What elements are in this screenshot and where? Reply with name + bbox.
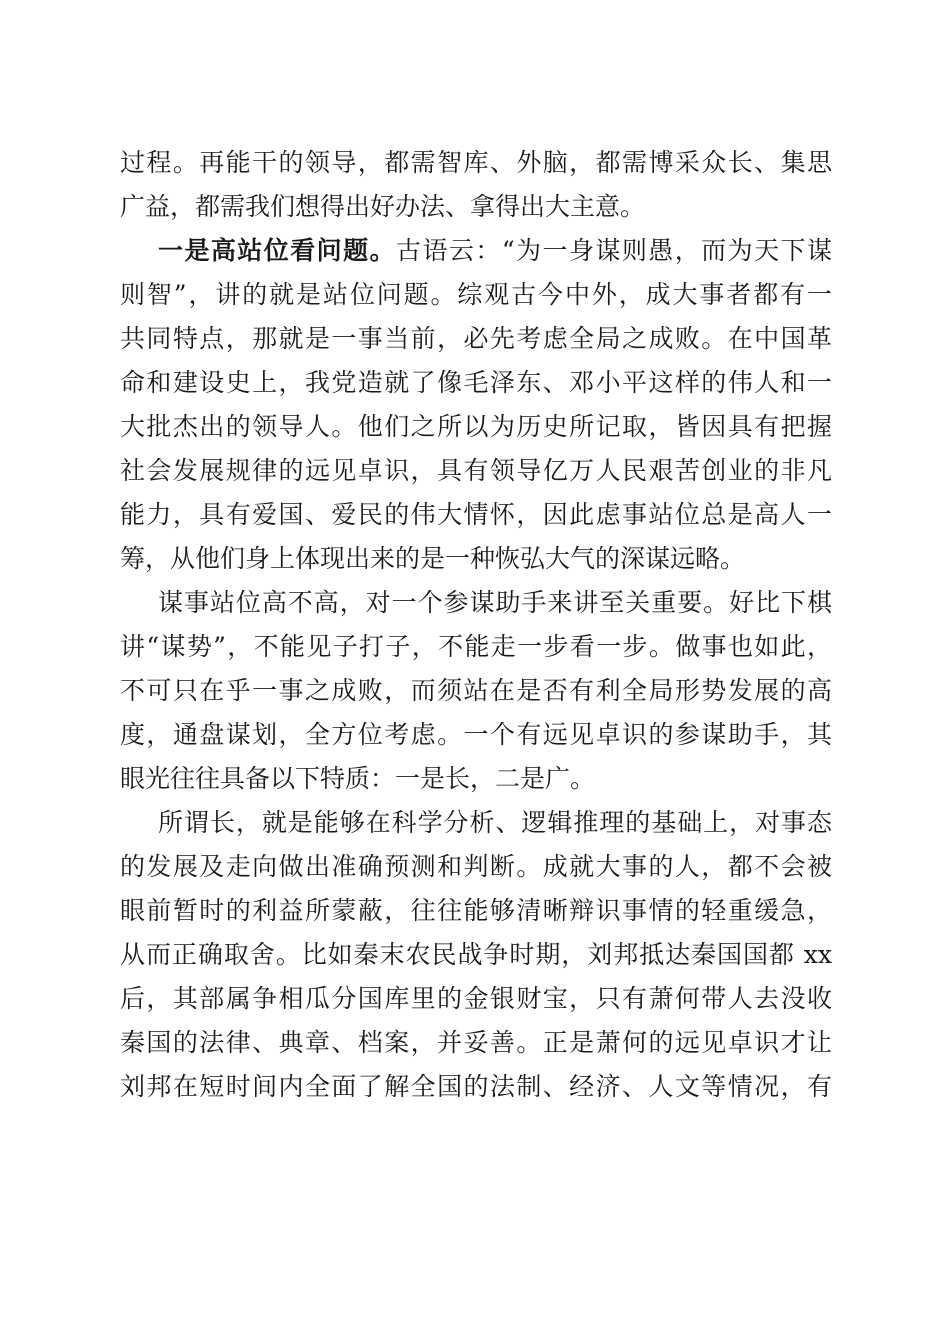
- body-text: [120, 141, 832, 1109]
- text-line: 共同特点，那就是一事当前，必先考虑全局之成败。在中国革: [120, 324, 832, 353]
- text-line: 则智”，讲的就是站位问题。综观古今中外，成大事者都有一: [120, 280, 832, 309]
- paragraph-first-line: [120, 229, 832, 273]
- text-line: 的发展及走向做出准确预测和判断。成就大事的人，都不会被: [120, 852, 832, 881]
- text-line: 从而正确取舍。比如秦末农民战争时期，刘邦抵达秦国国都 xx: [120, 940, 832, 969]
- text-run: 古语云：“为一身谋则愚，而为天下谋: [396, 236, 832, 265]
- text-line: 大批杰出的领导人。他们之所以为历史所记取，皆因具有把握: [120, 412, 832, 441]
- text-line: 社会发展规律的远见卓识，具有领导亿万人民艰苦创业的非凡: [120, 456, 832, 485]
- paragraph-first-line: 谋事站位高不高，对一个参谋助手来讲至关重要。好比下棋: [158, 588, 832, 617]
- text-line: 眼前暂时的利益所蒙蔽，往往能够清晰辩识事情的轻重缓急，: [120, 896, 832, 925]
- text-line: 秦国的法律、典章、档案，并妥善。正是萧何的远见卓识才让: [120, 1028, 832, 1057]
- text-line: 广益，都需我们想得出好办法、拿得出大主意。: [120, 192, 646, 221]
- text-line: 命和建设史上，我党造就了像毛泽东、邓小平这样的伟人和一: [120, 368, 832, 397]
- text-line: 筹，从他们身上体现出来的是一种恢弘大气的深谋远略。: [120, 544, 746, 573]
- text-line: 度，通盘谋划，全方位考虑。一个有远见卓识的参谋助手，其: [120, 720, 832, 749]
- text-line: 眼光往往具备以下特质：一是长，二是广。: [120, 764, 596, 793]
- text-line: 后，其部属争相瓜分国库里的金银财宝，只有萧何带人去没收: [120, 984, 832, 1013]
- text-line: 能力，具有爱国、爱民的伟大情怀，因此虑事站位总是高人一: [120, 500, 832, 529]
- text-line: 讲“谋势”，不能见子打子，不能走一步看一步。做事也如此，: [120, 632, 832, 661]
- text-line: 不可只在乎一事之成败，而须站在是否有利全局形势发展的高: [120, 676, 832, 705]
- bold-lead-text: 一是高站位看问题。: [158, 236, 397, 265]
- text-line: 过程。再能干的领导，都需智库、外脑，都需博采众长、集思: [120, 148, 832, 177]
- text-line: 刘邦在短时间内全面了解全国的法制、经济、人文等情况，有: [120, 1072, 832, 1101]
- paragraph-first-line: 所谓长，就是能够在科学分析、逻辑推理的基础上，对事态: [158, 808, 832, 837]
